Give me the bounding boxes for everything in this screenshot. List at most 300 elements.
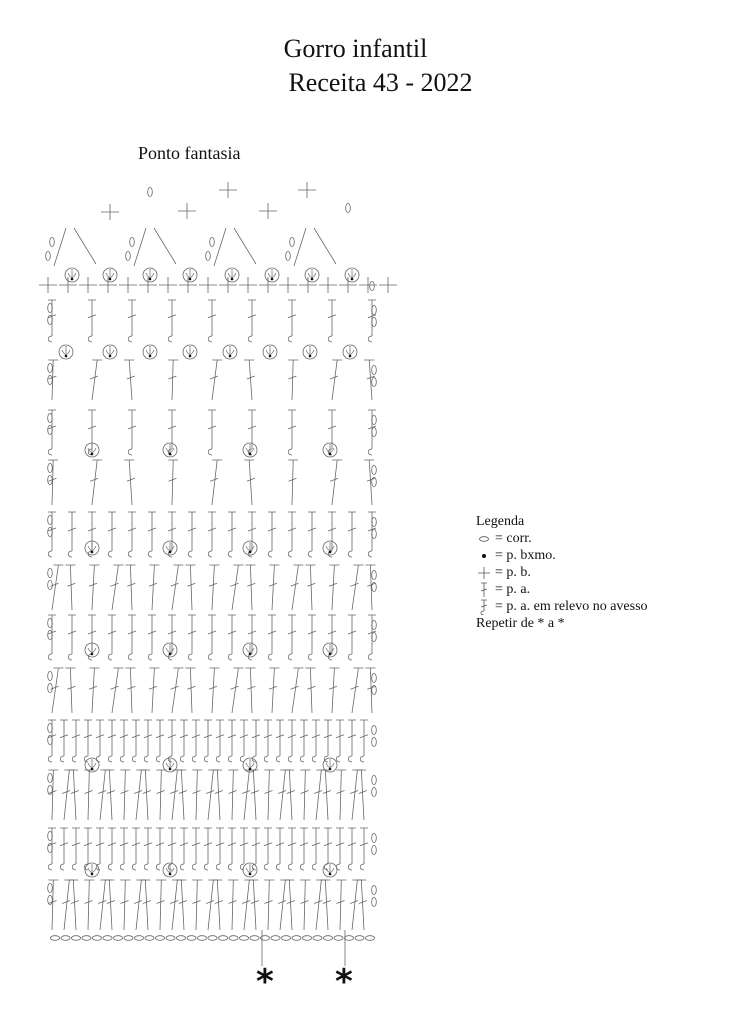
double-crochet	[98, 770, 110, 820]
chain-stitch	[239, 936, 248, 941]
legend-label: = p. a.	[495, 582, 531, 597]
back-post-dc	[348, 720, 356, 762]
chain-stitch	[155, 936, 164, 941]
chain-stitch	[229, 936, 238, 941]
back-post-dc	[268, 615, 276, 660]
double-crochet	[68, 880, 79, 930]
recipe-number: Receita 43 - 2022	[288, 68, 473, 97]
chain-stitch	[271, 936, 280, 941]
double-crochet	[90, 360, 102, 400]
double-crochet	[244, 460, 255, 505]
chain-stitch	[48, 568, 53, 577]
back-post-dc	[264, 828, 272, 870]
chain-stitch	[92, 936, 101, 941]
slip-stitch	[249, 873, 252, 876]
double-crochet	[336, 770, 346, 820]
chain-stitch	[46, 251, 51, 260]
double-crochet	[206, 770, 218, 820]
single-crochet	[79, 277, 97, 293]
single-crochet	[178, 203, 196, 219]
double-crochet	[212, 770, 223, 820]
double-crochet	[171, 565, 184, 610]
slip-stitch	[351, 278, 354, 281]
chain-stitch	[48, 375, 53, 384]
repeat-marker-start: *	[256, 962, 274, 1002]
double-crochet	[134, 880, 146, 930]
picot-cluster	[186, 269, 194, 278]
back-post-dc	[216, 720, 224, 762]
chain-stitch	[48, 683, 53, 692]
double-crochet	[140, 880, 151, 930]
back-post-dc	[120, 828, 128, 870]
double-crochet	[284, 770, 295, 820]
back-post-dc	[84, 828, 92, 870]
chain-stitch	[126, 251, 131, 260]
single-crochet	[219, 182, 237, 198]
single-crochet	[39, 277, 57, 293]
legend-heading: Legenda	[476, 514, 525, 529]
chain-stitch	[206, 251, 211, 260]
double-crochet	[104, 880, 115, 930]
double-crochet	[185, 565, 195, 610]
double-crochet	[192, 770, 202, 820]
picot-cluster	[166, 444, 174, 453]
legend-item-double-crochet	[476, 581, 648, 598]
chain-stitch	[48, 463, 53, 472]
back-post-dc	[348, 828, 356, 870]
back-post-dc	[84, 720, 92, 762]
double-crochet	[104, 770, 115, 820]
arch-chain	[294, 228, 336, 266]
chain-stitch	[372, 377, 377, 386]
chain-stitch	[372, 787, 377, 796]
double-crochet	[305, 565, 315, 610]
back-post-dc	[208, 615, 216, 660]
double-crochet	[242, 770, 254, 820]
chain-stitch	[148, 187, 153, 196]
picot-cluster	[88, 542, 96, 551]
back-post-dc	[228, 615, 236, 660]
chain-stitch	[292, 936, 301, 941]
back-post-dc	[180, 720, 188, 762]
picot-cluster	[106, 346, 114, 355]
chain-stitch	[210, 237, 215, 246]
slip-stitch	[169, 551, 172, 554]
back-post-dc	[156, 720, 164, 762]
double-crochet	[320, 880, 331, 930]
double-crochet	[300, 880, 310, 930]
double-crochet	[330, 360, 342, 400]
back-post-dc	[128, 300, 136, 342]
double-crochet	[84, 770, 94, 820]
single-crochet	[299, 277, 317, 293]
slip-stitch	[329, 653, 332, 656]
double-crochet	[269, 565, 279, 610]
double-crochet	[242, 880, 254, 930]
chain-stitch	[286, 251, 291, 260]
double-crochet	[350, 880, 362, 930]
double-crochet	[291, 565, 304, 610]
back-post-dc	[120, 720, 128, 762]
slip-stitch	[189, 278, 192, 281]
chain-icon	[476, 530, 492, 547]
back-post-dc	[240, 720, 248, 762]
legend-item-back-post-dc	[476, 598, 648, 615]
double-crochet	[120, 770, 130, 820]
back-post-dc	[208, 512, 216, 557]
back-post-dc	[308, 615, 316, 660]
chain-stitch	[48, 883, 53, 892]
back-post-dc	[68, 615, 76, 660]
chain-stitch	[250, 936, 259, 941]
picot-cluster	[326, 542, 334, 551]
pattern-title: Gorro infantil	[283, 34, 428, 63]
double-crochet	[170, 770, 182, 820]
double-crochet	[291, 668, 304, 713]
picot-cluster	[246, 542, 254, 551]
chain-stitch	[134, 936, 143, 941]
chain-stitch	[372, 897, 377, 906]
double-crochet	[269, 668, 279, 713]
slip-stitch	[231, 278, 234, 281]
back-post-dc	[68, 512, 76, 557]
double-crochet	[231, 668, 244, 713]
back-post-dc	[144, 720, 152, 762]
double-crochet	[278, 880, 290, 930]
back-post-dc	[288, 615, 296, 660]
double-crochet	[48, 360, 58, 400]
back-post-dc	[348, 512, 356, 557]
picot-cluster	[88, 444, 96, 453]
picot-cluster	[62, 346, 70, 355]
back-post-dc	[60, 828, 68, 870]
double-crochet	[48, 880, 58, 930]
legend-label: = p. a. em relevo no avesso	[495, 599, 648, 614]
picot-cluster	[146, 269, 154, 278]
back-post-dc	[360, 720, 368, 762]
back-post-dc	[228, 720, 236, 762]
double-crochet	[210, 460, 222, 505]
picot-cluster	[308, 269, 316, 278]
slip-stitch	[169, 768, 172, 771]
double-crochet	[209, 565, 219, 610]
single-crochet	[99, 277, 117, 293]
picot-cluster	[146, 346, 154, 355]
back-post-dc	[288, 828, 296, 870]
chain-stitch	[103, 936, 112, 941]
picot-cluster	[326, 864, 334, 873]
single-crochet	[219, 277, 237, 293]
slip-stitch	[249, 768, 252, 771]
double-crochet	[210, 360, 222, 400]
chain-stitch	[113, 936, 122, 941]
chain-stitch	[355, 936, 364, 941]
slip-stitch	[169, 653, 172, 656]
back-post-dc	[308, 512, 316, 557]
back-post-dc	[128, 410, 136, 455]
chain-stitch	[130, 237, 135, 246]
double-crochet	[364, 360, 375, 400]
back-post-dc	[72, 720, 80, 762]
back-post-dc	[128, 615, 136, 660]
double-crochet	[356, 880, 367, 930]
back-post-dc	[268, 512, 276, 557]
double-crochet	[62, 770, 74, 820]
back-post-dc	[188, 512, 196, 557]
legend-label: = corr.	[495, 531, 532, 546]
picot-cluster	[326, 759, 334, 768]
slip-stitch	[91, 453, 94, 456]
chain-stitch	[187, 936, 196, 941]
double-crochet	[125, 565, 135, 610]
back-post-dc	[168, 720, 176, 762]
back-post-dc	[188, 615, 196, 660]
chain-stitch	[372, 673, 377, 682]
double-crochet	[244, 360, 255, 400]
back-post-dc	[192, 828, 200, 870]
slip-stitch	[65, 355, 68, 358]
double-crochet	[176, 770, 187, 820]
back-post-dc	[96, 828, 104, 870]
picot-cluster	[166, 864, 174, 873]
chain-stitch	[176, 936, 185, 941]
chain-stitch	[323, 936, 332, 941]
slip-stitch	[249, 653, 252, 656]
slip-stitch	[311, 278, 314, 281]
chain-stitch	[372, 725, 377, 734]
back-post-dc	[312, 720, 320, 762]
double-crochet	[245, 565, 255, 610]
back-post-dc	[204, 720, 212, 762]
slip-stitch	[149, 278, 152, 281]
double-crochet	[329, 565, 339, 610]
single-crochet	[239, 277, 257, 293]
back-post-dc	[216, 828, 224, 870]
back-post-dc	[72, 828, 80, 870]
chain-stitch	[48, 363, 53, 372]
double-crochet	[171, 668, 184, 713]
single-crochet	[179, 277, 197, 293]
picot-cluster	[326, 444, 334, 453]
chain-stitch	[344, 936, 353, 941]
double-crochet	[192, 880, 202, 930]
back-post-dc	[248, 300, 256, 342]
picot-cluster	[326, 644, 334, 653]
back-post-dc	[108, 720, 116, 762]
slip-stitch	[249, 453, 252, 456]
back-post-dc	[288, 512, 296, 557]
double-crochet	[89, 668, 99, 713]
slip-stitch	[149, 355, 152, 358]
double-crochet	[336, 880, 346, 930]
back-post-dc	[60, 720, 68, 762]
slip-stitch	[349, 355, 352, 358]
back-post-dc	[288, 300, 296, 342]
double-crochet	[149, 565, 159, 610]
double-crochet	[168, 460, 178, 505]
chain-stitch	[372, 365, 377, 374]
double-crochet	[90, 460, 102, 505]
double-crochet	[156, 770, 166, 820]
single-crochet	[279, 277, 297, 293]
slip-stitch	[109, 278, 112, 281]
single-crochet-icon	[476, 564, 492, 581]
legend-label: = p. bxmo.	[495, 548, 556, 563]
double-crochet	[248, 770, 259, 820]
chain-stitch	[290, 237, 295, 246]
single-crochet	[319, 277, 337, 293]
back-post-dc	[228, 512, 236, 557]
chain-stitch	[166, 936, 175, 941]
picot-cluster	[88, 864, 96, 873]
chain-stitch	[208, 936, 217, 941]
picot-cluster	[266, 346, 274, 355]
chain-stitch	[48, 580, 53, 589]
double-crochet	[170, 880, 182, 930]
slip-stitch	[169, 453, 172, 456]
chain-stitch	[334, 936, 343, 941]
slip-stitch	[329, 873, 332, 876]
double-crochet	[176, 880, 187, 930]
single-crochet	[259, 203, 277, 219]
double-crochet-icon	[476, 581, 492, 598]
double-crochet	[48, 770, 58, 820]
back-post-dc	[208, 410, 216, 455]
back-post-dc	[148, 615, 156, 660]
repeat-marker-end: *	[335, 962, 353, 1002]
back-post-dc	[288, 720, 296, 762]
back-post-dc	[148, 512, 156, 557]
back-post-dc	[300, 720, 308, 762]
double-crochet	[156, 880, 166, 930]
back-post-dc	[144, 828, 152, 870]
back-post-dc	[228, 828, 236, 870]
double-crochet	[120, 880, 130, 930]
chain-stitch	[145, 936, 154, 941]
back-post-dc	[208, 300, 216, 342]
chain-stitch	[302, 936, 311, 941]
picot-cluster	[346, 346, 354, 355]
slip-stitch	[329, 768, 332, 771]
slip-stitch-icon	[476, 547, 492, 564]
back-post-dc	[276, 720, 284, 762]
slip-stitch	[249, 551, 252, 554]
chain-stitch	[48, 671, 53, 680]
back-post-dc	[156, 828, 164, 870]
legend	[476, 513, 648, 632]
single-crochet	[339, 277, 357, 293]
back-post-dc	[336, 828, 344, 870]
double-crochet	[124, 460, 135, 505]
single-crochet	[101, 204, 119, 220]
chain-stitch	[365, 936, 374, 941]
double-crochet	[89, 565, 99, 610]
slip-stitch	[329, 551, 332, 554]
back-post-dc	[128, 512, 136, 557]
double-crochet	[329, 668, 339, 713]
back-post-dc	[276, 828, 284, 870]
double-crochet	[365, 565, 375, 610]
back-post-dc	[360, 828, 368, 870]
double-crochet	[140, 770, 151, 820]
double-crochet	[245, 668, 255, 713]
back-post-dc	[180, 828, 188, 870]
double-crochet	[248, 880, 259, 930]
picot-cluster	[228, 269, 236, 278]
chain-stitch	[50, 936, 59, 941]
chain-stitch	[372, 570, 377, 579]
legend-item-slip-stitch	[476, 547, 648, 564]
double-crochet	[65, 565, 75, 610]
slip-stitch	[189, 355, 192, 358]
single-crochet	[199, 277, 217, 293]
single-crochet	[159, 277, 177, 293]
picot-cluster	[106, 269, 114, 278]
arch-chain	[134, 228, 176, 266]
double-crochet	[212, 880, 223, 930]
chain-stitch	[61, 936, 70, 941]
legend-item-single-crochet	[476, 564, 648, 581]
slip-stitch	[269, 355, 272, 358]
picot-cluster	[268, 269, 276, 278]
chain-stitch	[372, 885, 377, 894]
double-crochet	[185, 668, 195, 713]
chain-stitch	[124, 936, 133, 941]
back-post-dc	[108, 512, 116, 557]
slip-stitch	[91, 873, 94, 876]
double-crochet	[356, 770, 367, 820]
slip-stitch	[91, 768, 94, 771]
double-crochet	[209, 668, 219, 713]
double-crochet	[228, 770, 238, 820]
picot-cluster	[166, 759, 174, 768]
stitch-name: Ponto fantasia	[138, 143, 241, 163]
double-crochet	[350, 770, 362, 820]
double-crochet	[62, 880, 74, 930]
double-crochet	[206, 880, 218, 930]
chain-stitch	[48, 773, 53, 782]
back-post-dc	[324, 720, 332, 762]
arch-chain	[214, 228, 256, 266]
back-post-dc	[108, 828, 116, 870]
back-post-dc	[96, 720, 104, 762]
double-crochet	[134, 770, 146, 820]
double-crochet	[231, 565, 244, 610]
back-post-dc	[192, 720, 200, 762]
slip-stitch	[91, 653, 94, 656]
double-crochet	[264, 770, 274, 820]
double-crochet	[320, 770, 331, 820]
picot-cluster	[88, 759, 96, 768]
double-crochet	[228, 880, 238, 930]
double-crochet	[149, 668, 159, 713]
double-crochet	[168, 360, 178, 400]
back-post-dc	[252, 720, 260, 762]
back-post-dc	[248, 410, 256, 455]
double-crochet	[351, 565, 364, 610]
picot-cluster	[348, 269, 356, 278]
double-crochet	[314, 770, 326, 820]
slip-stitch	[329, 453, 332, 456]
picot-cluster	[306, 346, 314, 355]
chain-stitch	[370, 281, 375, 290]
double-crochet	[264, 880, 274, 930]
double-crochet	[330, 460, 342, 505]
double-crochet	[288, 360, 298, 400]
chain-stitch	[372, 833, 377, 842]
double-crochet	[351, 668, 364, 713]
back-post-dc	[264, 720, 272, 762]
